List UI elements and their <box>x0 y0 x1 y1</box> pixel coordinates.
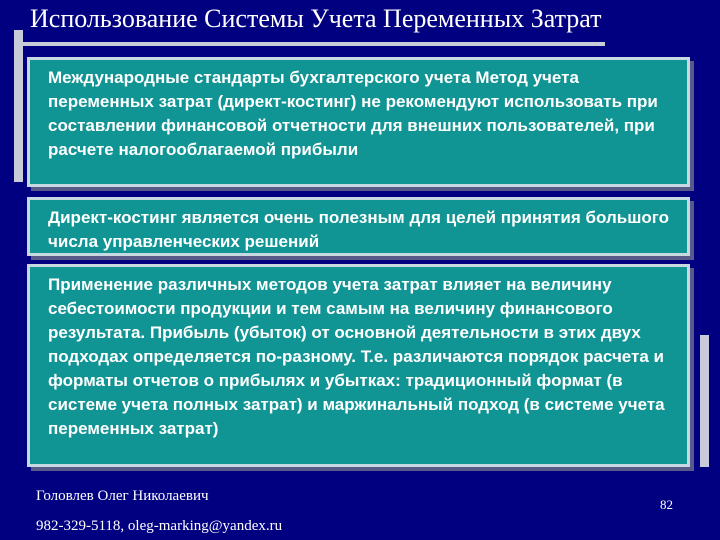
decorative-left-bar <box>14 30 23 182</box>
footer-contact: 982-329-5118, oleg-marking@yandex.ru <box>36 518 283 534</box>
page-number: 82 <box>660 497 673 512</box>
text-block-ifrs-text: Международные стандарты бухгалтерского учета Метод учета переменных затрат (директ-костинг) не рекомендуют использовать при составлении финансовой отчетности для внешних пользователей, при расчете налогооблагаемой прибыли <box>48 68 658 159</box>
decorative-right-bar <box>700 335 709 467</box>
text-block-ifrs <box>27 57 690 187</box>
title-underline <box>14 42 605 46</box>
text-block-cost-methods <box>27 264 690 467</box>
text-block-cost-methods-text: Применение различных методов учета затрат влияет на величину себестоимости продукции и тем самым на величину финансового результата. Прибыль (убыток) от основной деятельности в этих двух подходах определяется по-разному. Т.е. различаются порядок расчета и форматы отчетов о прибылях и убытках: традиционный формат (в системе учета полных затрат) и маржинальный подход (в системе учета переменных затрат) <box>48 275 665 438</box>
footer-author: Головлев Олег Николаевич <box>36 488 209 504</box>
text-block-direct-costing-text: Директ-костинг является очень полезным для целей принятия большого числа управленческих решений <box>48 208 670 251</box>
text-block-direct-costing <box>27 197 690 256</box>
slide-title: Использование Системы Учета Переменных Затрат <box>30 4 602 33</box>
